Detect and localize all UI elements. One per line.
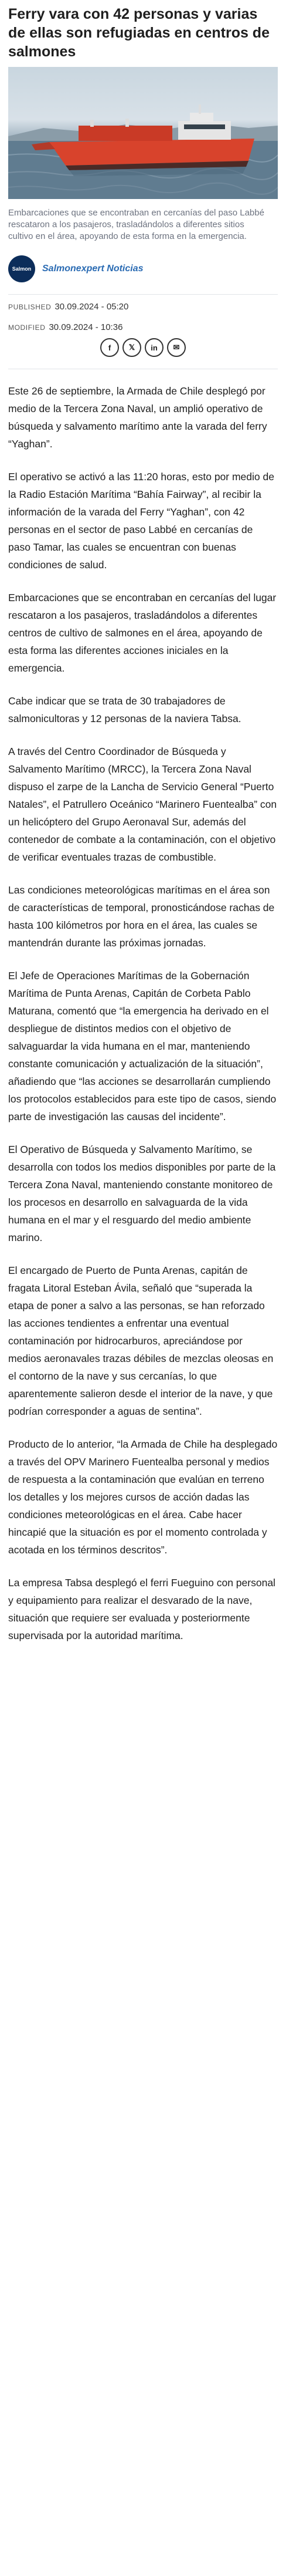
ferry-image	[8, 67, 278, 199]
paragraph: Cabe indicar que se trata de 30 trabajadores de salmonicultoras y 12 personas de la naviera Tabsa.	[8, 695, 241, 724]
facebook-icon[interactable]: f	[100, 338, 119, 357]
share-bar	[8, 338, 278, 357]
article-hero-image	[8, 67, 278, 199]
article-source	[8, 255, 278, 282]
email-icon[interactable]: ✉	[167, 338, 186, 357]
modified-value: 30.09.2024 - 10:36	[49, 322, 123, 332]
published-date	[8, 302, 278, 312]
modified-date	[8, 322, 278, 332]
paragraph: El Jefe de Operaciones Marítimas de la Gobernación Marítima de Punta Arenas, Capitán de Corbeta Pablo Maturana, comentó que “la emergencia ha derivado en el despliegue de distintos medios con el objetivo de salvaguardar la vida humana en el mar, manteniendo constante comunicación y actualización de la situación”, añadiendo que “las acciones se desarrollarán cumpliendo los protocolos establecidos para este tipo de casos, siendo parte de investigación las causas del incidente”.	[8, 970, 277, 1122]
published-label: PUBLISHED	[8, 303, 52, 311]
paragraph: La empresa Tabsa desplegó el ferri Fueguino con personal y equipamiento para realizar el desvarado de la nave, situación que requiere ser evaluada y posteriormente supervisada por la autoridad marítima.	[8, 1577, 275, 1641]
paragraph: Embarcaciones que se encontraban en cercanías del lugar rescataron a los pasajeros, trasladándolos a diferentes centros de cultivo de salmones en el área, apoyando de esta forma las diferentes acciones iniciales en la emergencia.	[8, 592, 277, 674]
published-value: 30.09.2024 - 05:20	[55, 302, 129, 312]
meta-divider	[8, 294, 278, 295]
paragraph: Las condiciones meteorológicas marítimas en el área son de características de temporal, pronosticándose rachas de hasta 100 kilómetros por hora en el área, las cuales se mantendrán durante las próximas jornadas.	[8, 884, 275, 949]
paragraph: Este 26 de septiembre, la Armada de Chile desplegó por medio de la Tercera Zona Naval, un amplió operativo de búsqueda y salvamento marítimo ante la varada del ferry “Yaghan”.	[8, 385, 267, 450]
paragraph: El encargado de Puerto de Punta Arenas, capitán de fragata Litoral Esteban Ávila, señaló que “superada la etapa de poner a salvo a las personas, se han reforzado las acciones tendientes a enfrentar una eventual contaminación por hidrocarburos, apreciándose por medios aeronavales trazas débiles de mezclas oleosas en el contorno de la nave y sus cercanías, lo que aparentemente salieron desde el interior de la nave, y que podrían corresponder a aguas de sentina”.	[8, 1265, 274, 1417]
article-title: Ferry vara con 42 personas y varias de ellas son refugiadas en centros de salmones	[8, 6, 270, 60]
image-caption: Embarcaciones que se encontraban en cercanías del paso Labbé rescataron a los pasajeros, trasladándolos a diferentes sitios cultivo en el área, apoyando de esta forma en la emergencia.	[8, 208, 264, 241]
paragraph: El Operativo de Búsqueda y Salvamento Marítimo, se desarrolla con todos los medios disponibles por parte de la Tercera Zona Naval, manteniendo constante monitoreo de los procesos en desarrollo en salvaguarda de la vida humana en el mar y el resguardo del medio ambiente marino.	[8, 1144, 276, 1243]
linkedin-icon[interactable]: in	[145, 338, 164, 357]
paragraph: El operativo se activó a las 11:20 horas, esto por medio de la Radio Estación Marítima “Bahía Fairway”, al recibir la información de la varada del Ferry “Yaghan”, con 42 personas en el sector de paso Labbé en cercanías de paso Tamar, las cuales se encuentran con buenas condiciones de salud.	[8, 471, 274, 571]
source-link[interactable]: Salmonexpert Noticias	[42, 264, 144, 274]
source-logo: Salmon	[8, 255, 35, 282]
paragraph: Producto de lo anterior, “la Armada de Chile ha desplegado a través del OPV Marinero Fuentealba personal y medios de respuesta a la contaminación que evalúan en terreno los detalles y los mejores cursos de acción dadas las condiciones meteorológicas en el área. Cabe hacer hincapié que la situación es por el momento controlada y acotada en los términos descritos”.	[8, 1438, 278, 1556]
x-icon[interactable]: 𝕏	[122, 338, 141, 357]
modified-label: MODIFIED	[8, 323, 46, 332]
paragraph: A través del Centro Coordinador de Búsqueda y Salvamento Marítimo (MRCC), la Tercera Zona Naval dispuso el zarpe de la Lancha de Servicio General “Puerto Natales”, el Patrullero Oceánico “Marinero Fuentealba” con un helicóptero del Grupo Aeronaval Sur, además del contenedor de combate a la contaminación, con el objetivo de verificar eventuales trazas de combustible.	[8, 746, 277, 863]
article-body	[8, 382, 278, 1644]
